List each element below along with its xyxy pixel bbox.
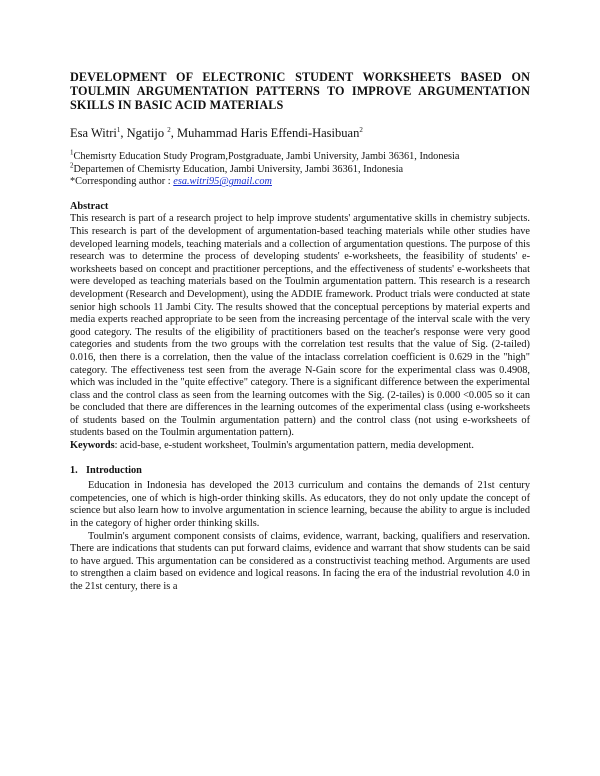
paper-title: DEVELOPMENT OF ELECTRONIC STUDENT WORKSHEETS BASED ON TOULMIN ARGUMENTATION PATTERNS TO IMPROVE ARGUMENTATION SKILLS IN BASIC ACID MATERIALS xyxy=(70,70,530,112)
affiliation xyxy=(70,161,530,177)
paper-page xyxy=(70,70,530,594)
section-number: 1. xyxy=(70,464,78,476)
affiliation xyxy=(70,148,530,164)
abstract-heading: Abstract xyxy=(70,200,109,212)
affiliation-marker: 1 xyxy=(70,148,74,157)
keywords-text: : acid-base, e-student worksheet, Toulmin's argumentation pattern, media development. xyxy=(114,440,474,452)
corresponding-author xyxy=(70,176,530,189)
author-name: Ngatijo xyxy=(126,126,165,140)
section-heading xyxy=(70,465,530,478)
abstract-text: This research is part of a research project to help improve students' argumentative skills in chemistry subjects. This research is part of the development of argumentation-based teaching materials while other studies have developed learning models, teaching materials and a collection of argumentation questions. The purpose of this research was to determine the process of developing students' e-worksheets, the feasibility of students' e-worksheets based on concept and practitioner perceptions, and the effectiveness of students' e-worksheets that were developed as teaching materials based on the Toulmin argumentation pattern. This research is a research development (Research and Development), using the ADDIE framework. Product trials were conducted at state senior high schools 11 Jambi City. The results showed that the conceptual perceptions by material experts and media experts reached appropriate to be seen from the increasing percentage of the interval scale with the very good category. The results of the eligibility of practitioners based on the teacher's response were very good categories and students from the two groups with the correlation test results that the value of Sig. (2-tailed) 0.016, then there is a correlation, then the value of the intaclass correlation coefficient is 0.629 in the "high" category. The effectiveness test seen from the average N-Gain score for the experimental class was 0.4908, which was included in the "quite effective" category. There is a significant difference between the experimental class and the control class as seen from the learning outcomes with the Sig. (2-tailes) is 0.000 <0.005 so it can be concluded that there are differences in the learning outcomes of the experimental class (using e-worksheets of students based on the Toulmin argumentation pattern) and the control class (not using e-worksheets of students based on the Toulmin argumentation pattern). xyxy=(70,213,530,439)
author-affil-marker: 2 xyxy=(359,125,363,134)
author-affil-marker: 2 xyxy=(167,125,171,134)
corresponding-label: *Corresponding author : xyxy=(70,176,174,188)
author-name: Esa Witri xyxy=(70,126,117,140)
section-title: Introduction xyxy=(86,464,142,476)
author-list: Esa Witri$^1$, Ngatijo $^2$, Muhammad Haris Effendi-Hasibuan$^2$ xyxy=(70,125,363,140)
body-paragraph: Education in Indonesia has developed the 2013 curriculum and contains the demands of 21st century competencies, one of which is high-order thinking skills. As educators, they do not only update the concept of science but also learn how to involve argumentation in science learning, because the ability to argue is included in the category of higher order thinking skills. xyxy=(70,480,530,530)
affiliation-marker: 2 xyxy=(70,161,74,170)
author-affil-marker: 1 xyxy=(116,125,121,134)
keywords-label: Keywords xyxy=(70,440,115,452)
affiliation-text: Chemisrty Education Study Program,Postgraduate, Jambi University, Jambi 36361, Indonesia xyxy=(73,151,460,162)
keywords xyxy=(70,440,530,453)
body-paragraph: Toulmin's argument component consists of claims, evidence, warrant, backing, qualifiers and reservation. There are indications that students can put forward claims, evidence and warrant that show students can be said to have argued. This argumentation can be considered as a constructivist teaching method. Arguments are used to strengthen a claim based on evidence and logical reasons. In facing the era of the industrial revolution 4.0 in the 21st century, there is a xyxy=(70,530,530,592)
affiliation-text: Departemen of Chemisrty Education, Jambi University, Jambi 36361, Indonesia xyxy=(73,163,404,175)
corresponding-email-link[interactable]: esa.witri95@gmail.com xyxy=(173,176,272,188)
author-name: Muhammad Haris Effendi-Hasibuan xyxy=(176,126,360,140)
